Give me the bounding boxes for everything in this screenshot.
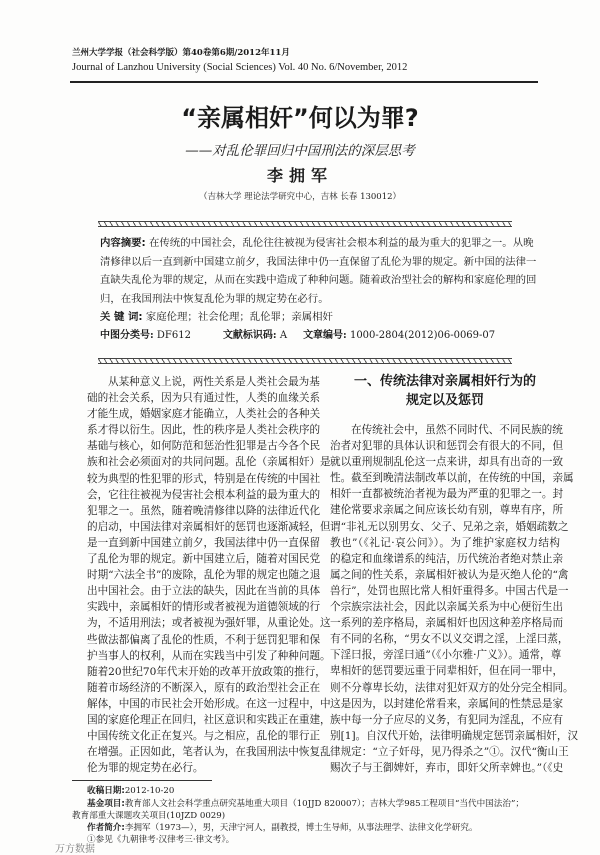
body-text-line: 在增强。正因如此，笔者认为，在我国刑法中恢复乱 (87, 746, 331, 759)
body-text-line: 实践中，亲属相奸的情形或者被视为道德领域的行 (87, 601, 321, 614)
body-text-line: 则不分尊卑长幼，法律对犯奸双方的处分完全相同。 (330, 681, 574, 694)
body-text-line: 为，不适用刑法；或者被视为强奸罪，从重论处。这 (87, 617, 331, 630)
body-text-line: 会，它往往被视为侵害社会根本利益的最为重大的 (87, 488, 321, 501)
body-text-line: 出中国社会。由于立法的缺失，因此在当前的具体 (87, 585, 321, 598)
body-text-line: 随着20世纪70年代末开始的改革开放政策的推行， (87, 665, 326, 678)
body-right-column (330, 422, 579, 776)
author-bio: 李拥军（1973—），男，天津宁河人，副教授，博士生导师，从事法理学、法律文化学研究。 (124, 823, 478, 833)
author-bio-label: 作者简介: (87, 823, 125, 833)
body-text-line: 一系列的差序格局，亲属相奸也因这种差序格局而 (330, 617, 564, 630)
body-text-line: 族中每一分子应尽的义务，有犯同为淫乱，不应有 (330, 713, 564, 726)
body-text-line: 有不同的名称，“男女不以义交谓之淫，上淫曰蒸， (330, 633, 569, 646)
abstract (100, 234, 537, 346)
body-text-line: 随着市场经济的不断深入，原有的政治型社会正在 (87, 681, 321, 694)
footnote-fund-cont: 教育部重大课题攻关项目(10JZD 0029) (72, 811, 226, 821)
abstract-label: 内容摘要: (100, 237, 146, 249)
keywords: 家庭伦理；社会伦理；乱伦罪；亲属相奸 (145, 311, 333, 324)
article-subtitle: ——对乱伦罪回归中国刑法的深层思考 (185, 143, 415, 159)
section-heading (330, 372, 560, 410)
abstract-line: 归，在我国刑法中恢复乱伦为罪的规定势在必行。 (100, 292, 329, 305)
watermark: 万方数据 (55, 844, 95, 855)
body-text-line: 些做法都偏离了乱伦的性质，不利于惩罚犯罪和保 (87, 633, 321, 646)
body-left-column (87, 374, 331, 776)
body-text-line: 基础与核心，如何防范和惩治性犯罪是古今各个民 (87, 440, 321, 453)
body-text-line: 系才得以衍生。因此，性的秩序是人类社会秩序的 (87, 424, 321, 437)
body-text-line: 赐次子与王御婢奸，弃市，即奸父所幸婢也。”（《史 (330, 761, 564, 774)
body-text-line: 建伦常要求亲属之间应该长幼有别，尊卑有序，所 (330, 504, 564, 517)
section-heading-line: 规定以及惩罚 (405, 393, 484, 408)
footnote-author (87, 821, 478, 833)
body-text-line: 中国传统文化正在复兴。与之相应，乱伦的罪行正 (87, 730, 321, 743)
body-text-line: 这是因为，以封建伦常看来，亲属间的性禁忌是家 (330, 697, 564, 710)
body-text-line: 础的社会关系，因为只有通过性，人类的血缘关系 (87, 392, 321, 405)
body-text-line: 解体，中国的市民社会开始形成。在这一过程中，中 (87, 697, 331, 710)
body-text-line: 治者对犯罪的具体认识和惩罚会有很大的不同，但 (330, 440, 564, 453)
body-text-line: 教也”（《礼记·哀公问》）。为了维护家庭权力结构 (330, 536, 560, 549)
journal-header-cn: 兰州大学学报（社会科学版）第40卷第6期/2012年11月 (72, 48, 290, 58)
body-text-line: 就以重刑规制乱伦这一点来讲，却具有出奇的一致 (330, 456, 564, 469)
body-text-line: 才能生成，婚姻家庭才能确立，人类社会的各种关 (87, 408, 321, 421)
body-text-line: 了乱伦为罪的规定。新中国建立后，随着对国民党 (87, 553, 321, 566)
body-text-line: 是一直到新中国建立前夕，我国法律中仍一直保留 (87, 536, 321, 549)
body-text-line: 相奸一直都被统治者视为最为严重的犯罪之一。封 (330, 488, 564, 501)
body-text-line: 的启动，中国法律对亲属相奸的惩罚也逐渐减轻，但 (87, 520, 331, 533)
body-text-line: 从某种意义上说，两性关系是人类社会最为基 (108, 376, 320, 388)
body-text-line: 兽行”，处罚也照比常人相奸重得多。中国古代是一 (330, 584, 569, 597)
body-text-line: 个宗族宗法社会，因此以亲属关系为中心便衍生出 (330, 601, 564, 614)
header-rule (70, 81, 538, 83)
doc-code-label: 文献标识码: (222, 329, 277, 341)
body-text-line: 伦为罪的规定势在必行。 (87, 762, 204, 775)
journal-header-en: Journal of Lanzhou University (Social Sciences) Vol. 40 No. 6/November, 2012 (72, 62, 408, 73)
footnote-fund (87, 797, 524, 809)
author-affiliation: （吉林大学 理论法学研究中心，吉林 长春 130012） (198, 192, 402, 202)
article-author: 李拥军 (266, 166, 333, 185)
body-text-line: 性。截至到晚清法制改革以前，在传统的中国，亲属 (330, 472, 574, 485)
received-date: 2012-10-20 (124, 786, 175, 796)
body-text-line: 犯罪之一。虽然，随着晚清修律以降的法律近代化 (87, 504, 321, 517)
body-text-line: 属之间的性关系，亲属相奸被认为是灭绝人伦的“禽 (330, 568, 569, 581)
section-heading-line: 一、传统法律对亲属相奸行为的 (353, 374, 536, 389)
footnote-1: ①参见《九朝律考·汉律考三·律文考》。 (87, 835, 235, 845)
fund-text: 教育部人文社会科学重点研究基地重大项目（10JJD 820007）；吉林大学985工程项目“当代中国法治”； (124, 799, 524, 809)
abstract-line: 清修律以后一直到新中国建立前夕，我国法律中仍一直保留了乱伦为罪的规定。新中国的法律一 (100, 255, 537, 268)
body-text-line: 谓“非礼无以别男女、父子、兄弟之亲，婚姻疏数之 (330, 520, 569, 533)
body-text-line: 护当事人的权利，从而在实践当中引发了种种问题。 (87, 649, 331, 662)
body-text-line: 下淫曰报，旁淫曰通”（《小尔雅·广义》）。通常，尊 (330, 649, 562, 662)
abstract-bottom-divider (98, 358, 512, 364)
body-text-line: 卑相奸的惩罚要远重于同辈相奸，但在同一罪中， (330, 665, 564, 678)
body-text-line: 律规定：“立子奸母，见乃得杀之”①。汉代“衡山王 (330, 745, 569, 758)
article-no: 1000-2804(2012)06-0069-07 (349, 329, 496, 341)
fund-label: 基金项目: (87, 799, 125, 809)
article-title: “亲属相奸”何以为罪? (181, 104, 419, 132)
received-label: 收稿日期: (87, 786, 125, 796)
keywords-label: 关 键 词: (100, 311, 143, 324)
body-text-line: 的稳定和血缘谱系的纯洁，历代统治者绝对禁止亲 (330, 552, 564, 565)
abstract-top-divider (98, 221, 512, 227)
clc-label: 中图分类号: (100, 329, 154, 341)
body-text-line: 时期“六法全书”的废除，乱伦为罪的规定也随之退 (87, 569, 321, 582)
abstract-line: 直缺失乱伦为罪的规定，从而在实践中造成了种种问题。随着政治型社会的解构和家庭伦理的回 (100, 274, 537, 287)
article-no-label: 文章编号: (303, 329, 347, 341)
clc-code: DF612 (156, 329, 191, 341)
footnote-rule (72, 780, 212, 781)
body-text-line: 在传统社会中，虽然不同时代、不同民族的统 (351, 424, 563, 436)
footnote-received (87, 784, 174, 796)
body-text-line: 族和社会必须面对的共同问题。乱伦（亲属相奸）是 (87, 456, 331, 469)
abstract-line: 在传统的中国社会，乱伦往往被视为侵害社会根本利益的最为重大的犯罪之一。从晚 (149, 237, 534, 249)
doc-code: A (279, 329, 288, 341)
body-text-line: 别[1]。自汉代开始，法律明确规定惩罚亲属相奸，汉 (330, 729, 579, 742)
body-text-line: 较为典型的性犯罪的形式，特别是在传统的中国社 (87, 472, 321, 485)
body-text-line: 国的家庭伦理正在回归，社区意识和实践正在重建， (87, 713, 331, 726)
